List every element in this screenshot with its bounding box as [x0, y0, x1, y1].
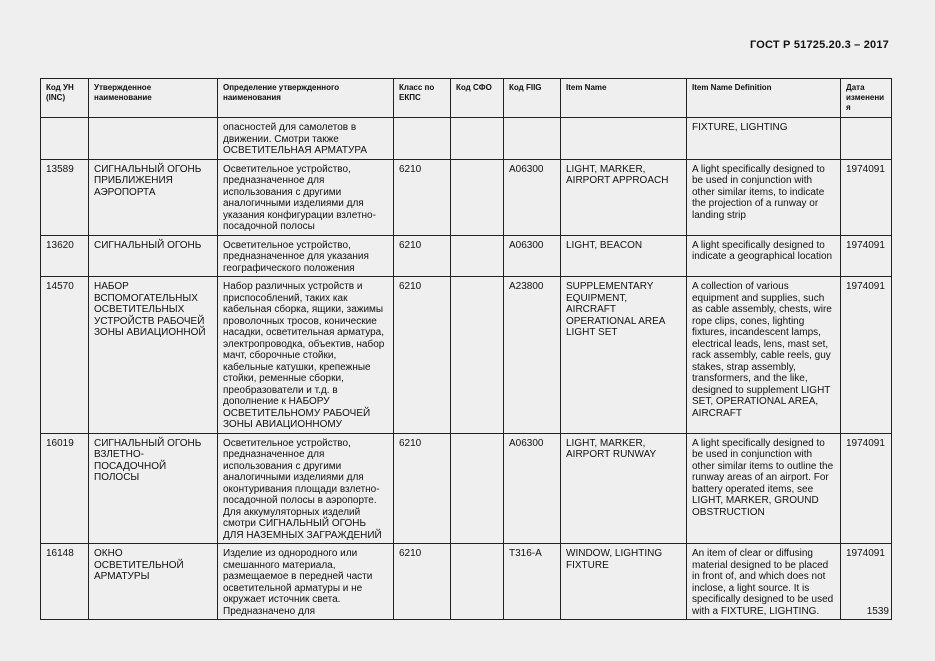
cell-name: НАБОР ВСПОМОГАТЕЛЬНЫХ ОСВЕТИТЕЛЬНЫХ УСТРОЙСТВ РАБОЧЕЙ ЗОНЫ АВИАЦИОННОЙ — [89, 277, 218, 434]
cell-item-definition: A light specifically designed to be used in conjunction with other similar items to outline the runway areas of an airport. For battery operated items, see LIGHT, MARKER, GROUND OBSTRUCTION — [687, 433, 841, 544]
cell-fiig: A06300 — [504, 159, 561, 235]
column-header-sfo: Код СФО — [451, 79, 504, 118]
cell-class: 6210 — [394, 277, 451, 434]
cell-item-name: LIGHT, BEACON — [561, 235, 687, 277]
cell-date: 1974091 — [841, 277, 892, 434]
table-row — [41, 235, 892, 277]
cell-name — [89, 118, 218, 160]
cell-name: СИГНАЛЬНЫЙ ОГОНЬ ПРИБЛИЖЕНИЯ АЭРОПОРТА — [89, 159, 218, 235]
cell-date: 1974091 — [841, 433, 892, 544]
table-header-row — [41, 79, 892, 118]
cell-code: 16019 — [41, 433, 89, 544]
cell-item-definition: A collection of various equipment and supplies, such as cable assembly, chests, wire rope clips, cones, lighting fixtures, incandescent lamps, electrical leads, lens, mast set, rack assembly, cable reels, guy stakes, strap assembly, transformers, and the like, designed to supplement LIGHT SET, OPERATIONAL AREA, AIRCRAFT — [687, 277, 841, 434]
cell-name: ОКНО ОСВЕТИТЕЛЬНОЙ АРМАТУРЫ — [89, 544, 218, 620]
cell-item-definition: An item of clear or diffusing material designed to be placed in front of, and which does not inclose, a light source. It is specifically designed to be used with a FIXTURE, LIGHTING. — [687, 544, 841, 620]
cell-fiig: T316-A — [504, 544, 561, 620]
table-row — [41, 433, 892, 544]
document-title: ГОСТ Р 51725.20.3 – 2017 — [749, 39, 889, 51]
cell-name: СИГНАЛЬНЫЙ ОГОНЬ ВЗЛЕТНО- ПОСАДОЧНОЙ ПОЛОСЫ — [89, 433, 218, 544]
cell-sfo — [451, 235, 504, 277]
table-row — [41, 544, 892, 620]
cell-item-definition: A light specifically designed to indicate a geographical location — [687, 235, 841, 277]
cell-definition: Осветительное устройство, предназначенное для использования с другими аналогичными изделиями для указания конфигурации взлетно- посадочной полосы — [218, 159, 394, 235]
cell-code: 13589 — [41, 159, 89, 235]
table-row — [41, 159, 892, 235]
cell-sfo — [451, 433, 504, 544]
cell-code: 14570 — [41, 277, 89, 434]
column-header-name: Утвержденное наименование — [89, 79, 218, 118]
cell-fiig: A06300 — [504, 235, 561, 277]
cell-fiig: A06300 — [504, 433, 561, 544]
cell-definition: Осветительное устройство, предназначенное для использования с другими аналогичными изделиями для оконтуривания площади взлетно- посадочной полосы в аэропорте. Для аккумуляторных изделий смотри СИГНАЛЬНЫЙ ОГОНЬ ДЛЯ НАЗЕМНЫХ ЗАГРАЖДЕНИЙ — [218, 433, 394, 544]
column-header-class: Класс по ЕКПС — [394, 79, 451, 118]
cell-definition: Набор различных устройств и приспособлений, таких как кабельная сборка, ящики, зажимы проволочных тросов, конические насадки, осветительная арматура, электропроводка, объектив, набор мачт, сборочные стойки, кабельные катушки, крепежные стойки, ременные сборки, преобразователи и т.д. в дополнение к НАБОРУ ОСВЕТИТЕЛЬНОМУ РАБОЧЕЙ ЗОНЫ АВИАЦИОННОМУ — [218, 277, 394, 434]
cell-item-name: WINDOW, LIGHTING FIXTURE — [561, 544, 687, 620]
cell-code: 16148 — [41, 544, 89, 620]
page-number: 1539 — [866, 606, 889, 617]
table-row — [41, 118, 892, 160]
cell-definition: Осветительное устройство, предназначенное для указания географического положения — [218, 235, 394, 277]
catalog-table — [40, 78, 892, 620]
cell-item-name: LIGHT, MARKER, AIRPORT APPROACH — [561, 159, 687, 235]
cell-sfo — [451, 118, 504, 160]
cell-fiig — [504, 118, 561, 160]
cell-date: 1974091 — [841, 159, 892, 235]
cell-item-name: LIGHT, MARKER, AIRPORT RUNWAY — [561, 433, 687, 544]
cell-class: 6210 — [394, 433, 451, 544]
cell-fiig: A23800 — [504, 277, 561, 434]
column-header-code: Код УН (INC) — [41, 79, 89, 118]
cell-class: 6210 — [394, 544, 451, 620]
cell-sfo — [451, 159, 504, 235]
column-header-date: Дата изменения — [841, 79, 892, 118]
cell-item-name — [561, 118, 687, 160]
cell-item-definition: FIXTURE, LIGHTING — [687, 118, 841, 160]
column-header-item-name: Item Name — [561, 79, 687, 118]
cell-class: 6210 — [394, 235, 451, 277]
cell-date: 1974091 — [841, 235, 892, 277]
cell-class: 6210 — [394, 159, 451, 235]
cell-definition: Изделие из однородного или смешанного материала, размещаемое в передней части осветительной арматуры и не окружает источник света. Предназначено для — [218, 544, 394, 620]
cell-item-name: SUPPLEMENTARY EQUIPMENT, AIRCRAFT OPERATIONAL AREA LIGHT SET — [561, 277, 687, 434]
cell-code: 13620 — [41, 235, 89, 277]
cell-sfo — [451, 277, 504, 434]
cell-item-definition: A light specifically designed to be used in conjunction with other similar items, to indicate the projection of a runway or landing strip — [687, 159, 841, 235]
column-header-item-definition: Item Name Definition — [687, 79, 841, 118]
cell-date: 1974091 — [841, 544, 892, 620]
cell-class — [394, 118, 451, 160]
cell-name: СИГНАЛЬНЫЙ ОГОНЬ — [89, 235, 218, 277]
column-header-definition: Определение утвержденного наименования — [218, 79, 394, 118]
cell-date — [841, 118, 892, 160]
column-header-fiig: Код FIIG — [504, 79, 561, 118]
table-row — [41, 277, 892, 434]
cell-sfo — [451, 544, 504, 620]
cell-definition: опасностей для самолетов в движении. Смотри также ОСВЕТИТЕЛЬНАЯ АРМАТУРА — [218, 118, 394, 160]
cell-code — [41, 118, 89, 160]
